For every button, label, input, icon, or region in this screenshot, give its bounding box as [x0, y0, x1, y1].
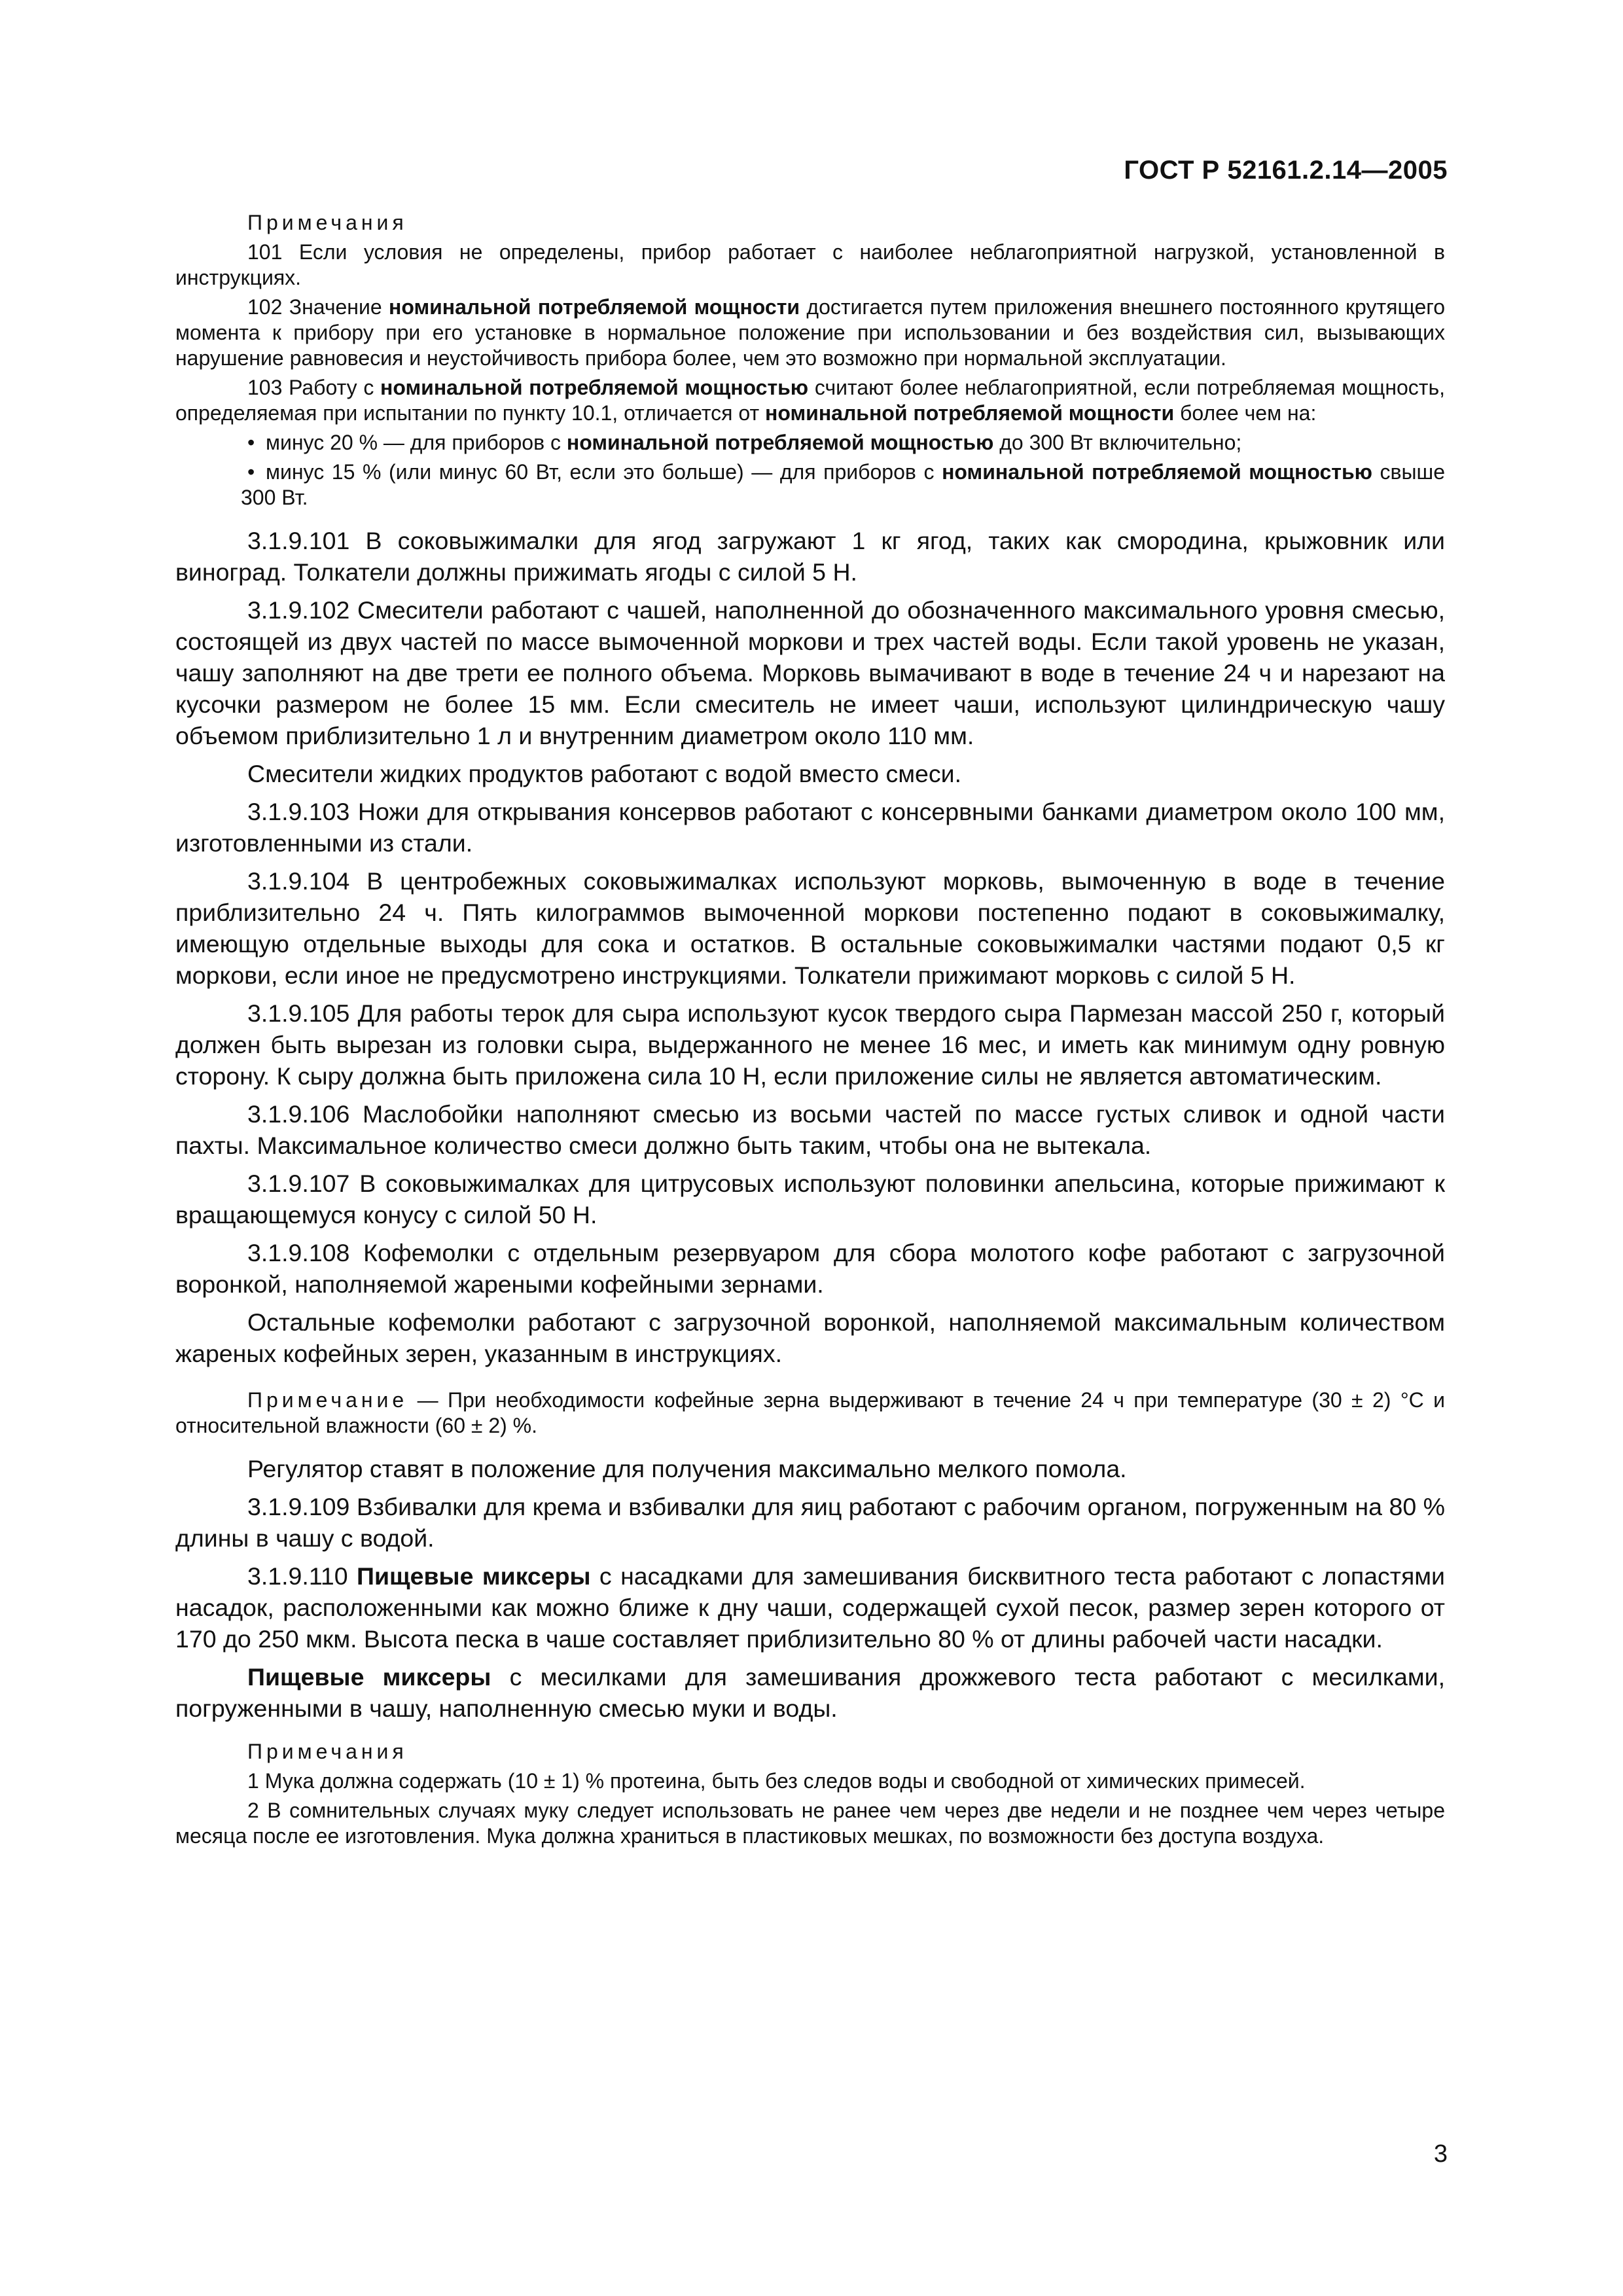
- note-flour-2: 2 В сомнительных случаях муку следует использовать не ранее чем через две недели и не позднее чем через четыре месяца после ее изготовления. Мука должна храниться в пластиковых мешках, по возможности без доступа воздуха.: [175, 1799, 1445, 1848]
- spacer: [175, 511, 1445, 525]
- bullet-1-text-c: до 300 Вт включительно;: [993, 431, 1242, 454]
- note-coffee: [175, 1388, 1445, 1439]
- bullet-1-term: номинальной потребляемой мощностью: [566, 431, 994, 454]
- clause-110-number: 3.1.9.110: [247, 1562, 357, 1590]
- spacer: [175, 751, 1445, 758]
- clause-110-text: с насадками для замешивания бисквитного теста работают с лопастями насадок, расположенными как можно ближе к дну чаши, содержащей сухой песок, размер зерен которого от 170 до 250 мкм. Высота песка в чаше составляет приблизительно 80 % от длины рабочей части насадки.: [175, 1562, 1445, 1653]
- spacer: [175, 1724, 1445, 1738]
- note-103-text-e: более чем на:: [1174, 401, 1317, 425]
- clause-3-1-9-106: 3.1.9.106 Маслобойки наполняют смесью из восьми частей по массе густых сливок и одной части пахты. Максимальное количество смеси должно быть таким, чтобы она не вытекала.: [175, 1100, 1445, 1159]
- bullet-2-text-a: минус 15 % (или минус 60 Вт, если это больше) — для приборов с: [266, 460, 942, 484]
- clause-3-1-9-102-liquid: Смесители жидких продуктов работают с водой вместо смеси.: [247, 760, 962, 787]
- clause-3-1-9-110-dough: [175, 1661, 1445, 1724]
- note-102: [175, 295, 1445, 371]
- clause-3-1-9-108: 3.1.9.108 Кофемолки с отдельным резервуаром для сбора молотого кофе работают с загрузочной воронкой, наполняемой жареными кофейными зернами.: [175, 1239, 1445, 1298]
- clause-3-1-9-103: 3.1.9.103 Ножи для открывания консервов работают с консервными банками диаметром около 100 мм, изготовленными из стали.: [175, 798, 1445, 857]
- spacer: [175, 1655, 1445, 1661]
- note-flour-1: 1 Мука должна содержать (10 ± 1) % протеина, быть без следов воды и свободной от химических примесей.: [247, 1769, 1306, 1793]
- note-103-text-c: считают более неблагоприятной, если потребляемая мощность, определяемая при испытании по пункту 10.1, отличается от: [175, 376, 1446, 425]
- bullet-2-term: номинальной потребляемой мощностью: [942, 460, 1372, 484]
- clause-110-term: Пищевые миксеры: [357, 1562, 591, 1590]
- note-103-term-1: номинальной потребляемой мощностью: [380, 376, 809, 399]
- spacer: [175, 588, 1445, 594]
- notes-bottom-title: Примечания: [247, 1740, 408, 1763]
- clause-3-1-9-110: [175, 1560, 1445, 1655]
- bullet-item-2: [175, 459, 1445, 511]
- spacer: [175, 859, 1445, 865]
- spacer: [175, 991, 1445, 997]
- spacer: [175, 1484, 1445, 1491]
- spacer: [175, 1230, 1445, 1237]
- bullet-icon: •: [247, 431, 255, 454]
- page-number: 3: [1433, 2140, 1448, 2168]
- bullet-item-1: [175, 430, 1445, 456]
- spacer: [175, 1439, 1445, 1453]
- clause-3-1-9-104: 3.1.9.104 В центробежных соковыжималках используют морковь, вымоченную в воде в течение приблизительно 24 ч. Пять килограммов вымоченной моркови постепенно подают в соковыжималку, имеющую отдельные выходы для сока и остатков. В остальные соковыжималки частями подают 0,5 кг моркови, если иное не предусмотрено инструкциями. Толкатели прижимают морковь с силой 5 Н.: [175, 867, 1445, 989]
- clause-3-1-9-107: 3.1.9.107 В соковыжималках для цитрусовых используют половинки апельсина, которые прижимают к вращающемуся конусу с силой 50 Н.: [175, 1170, 1445, 1229]
- clause-regulator: Регулятор ставят в положение для получения максимально мелкого помола.: [247, 1455, 1127, 1482]
- note-103-text-a: 103 Работу с: [247, 376, 381, 399]
- bullet-1-text-a: минус 20 % — для приборов с: [266, 431, 567, 454]
- document-code: ГОСТ Р 52161.2.14—2005: [1124, 156, 1448, 185]
- spacer: [175, 1300, 1445, 1306]
- note-coffee-label: Примечание: [247, 1388, 408, 1412]
- note-101: 101 Если условия не определены, прибор работает с наиболее неблагоприятной нагрузкой, установленной в инструкциях.: [175, 240, 1445, 289]
- spacer: [175, 1161, 1445, 1168]
- note-coffee-text: — При необходимости кофейные зерна выдерживают в течение 24 ч при температуре (30 ± 2) °С и относительной влажности (60 ± 2) %.: [175, 1388, 1445, 1437]
- bullet-2-text-c: свыше 300 Вт.: [241, 460, 1446, 509]
- note-103: [175, 375, 1445, 426]
- spacer: [175, 1369, 1445, 1384]
- spacer: [175, 789, 1445, 796]
- clause-3-1-9-102: 3.1.9.102 Смесители работают с чашей, наполненной до обозначенного максимального уровня смесью, состоящей из двух частей по массе вымоченной моркови и трех частей воды. Если такой уровень не указан, чашу заполняют на две трети ее полного объема. Морковь вымачивают в воде в течение 24 ч и нарезают на кусочки размером не более 15 мм. Если смеситель не имеет чаши, используют цилиндрическую чашу объемом приблизительно 1 л и внутренним диаметром около 110 мм.: [175, 596, 1445, 749]
- note-102-text-a: 102 Значение: [247, 295, 389, 319]
- page-content: [175, 209, 1445, 1849]
- clause-3-1-9-109: 3.1.9.109 Взбивалки для крема и взбивалки для яиц работают с рабочим органом, погруженным на 80 % длины в чашу с водой.: [175, 1493, 1445, 1552]
- spacer: [175, 1092, 1445, 1098]
- notes-title: Примечания: [247, 211, 408, 234]
- clause-3-1-9-108-other: Остальные кофемолки работают с загрузочной воронкой, наполняемой максимальным количеством жареных кофейных зерен, указанным в инструкциях.: [175, 1308, 1445, 1367]
- clause-110b-term: Пищевые миксеры: [247, 1663, 491, 1691]
- note-102-text-c: достигается путем приложения внешнего постоянного крутящего момента к прибору при его установке в нормальное положение при использовании и без воздействия сил, вызывающих нарушение равновесия и неустойчивость прибора более, чем это возможно при нормальной эксплуатации.: [175, 295, 1446, 370]
- spacer: [175, 1554, 1445, 1560]
- clause-3-1-9-101: 3.1.9.101 В соковыжималки для ягод загружают 1 кг ягод, таких как смородина, крыжовник или виноград. Толкатели должны прижимать ягоды с силой 5 Н.: [175, 527, 1445, 586]
- clause-3-1-9-105: 3.1.9.105 Для работы терок для сыра используют кусок твердого сыра Пармезан массой 250 г, который должен быть вырезан из головки сыра, выдержанного не менее 16 мес, и иметь как минимум одну ровную сторону. К сыру должна быть приложена сила 10 Н, если приложение силы не является автоматическим.: [175, 999, 1445, 1090]
- note-102-term: номинальной потребляемой мощности: [389, 295, 800, 319]
- note-103-term-2: номинальной потребляемой мощности: [765, 401, 1175, 425]
- clause-110b-text: с месилками для замешивания дрожжевого теста работают с месилками, погруженными в чашу, наполненную смесью муки и воды.: [175, 1663, 1445, 1722]
- bullet-icon: •: [247, 460, 255, 484]
